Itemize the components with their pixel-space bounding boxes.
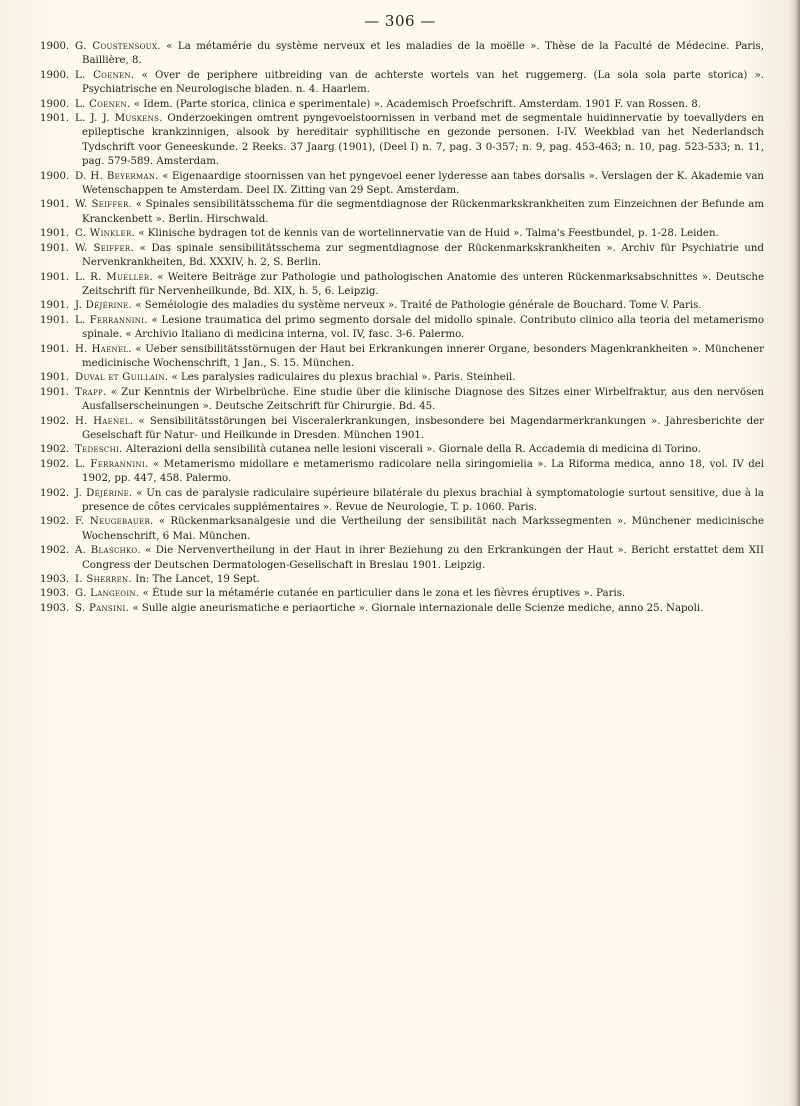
entry-year: 1901. (40, 386, 70, 398)
bibliography-entry (40, 458, 764, 487)
entry-text: « Étude sur la métamérie cutanée en particulier dans le zona et les fièvres éruptives ». Paris. (139, 588, 626, 600)
entry-year: 1903. (40, 574, 70, 586)
entry-author: W. Seiffer. (75, 199, 133, 211)
entry-year: 1900. (40, 69, 70, 81)
entry-year: 1900. (40, 170, 70, 182)
bibliography-entry (40, 587, 764, 601)
bibliography-entry (40, 98, 764, 112)
entry-text: « Die Nervenvertheilung in der Haut in ihrer Beziehung zu den Erkrankungen der Haut ». Bericht erstattet dem XII Congress der Deutschen Dermatologen-Gesellschaft in Breslau 1901. Leipzig. (82, 545, 764, 571)
entry-text: Onderzoekingen omtrent pyngevoelstoornissen in verband met de segmentale huidinnervatie by toevallyders en epileptische krankzinnigen, alsook by hereditair syphilitische en gezonde personen. I-IV. Weekblad van het Nederlandsch Tydschrift voor Geneeskunde. 2 Reeks. 37 Jaarg (1901), (Deel I) n. 7, pag. 3 0-357; n. 9, pag. 453-463; n. 10, pag. 523-533; n. 11, pag. 579-589. Amsterdam. (82, 113, 764, 168)
entry-year: 1902. (40, 487, 70, 499)
entry-text: « Zur Kenntnis der Wirbelbrüche. Eine studie über die klinische Diagnose des Sitzes einer Wirbelfraktur, aus den nervösen Ausfallserscheinungen ». Deutsche Zeitschrift für Chirurgie. Bd. 45. (82, 386, 764, 413)
entry-year: 1901. (40, 199, 70, 211)
bibliography-entry (40, 573, 764, 587)
entry-text: « Ueber sensibilitätsstörnugen der Haut bei Erkrankungen innerer Organe, besonders Magenkrankheiten ». Münchener medicinische Wochenschrift, 1 Jan., S. 15. München. (82, 343, 764, 369)
entry-year: 1901. (40, 228, 70, 240)
bibliography-entry (40, 515, 764, 544)
page-number: — 306 — (364, 12, 436, 30)
entry-author: Tedeschi. (75, 444, 123, 456)
entry-year: 1901. (40, 113, 70, 125)
entry-text: « Das spinale sensibilitätsschema zur segmentdiagnose der Rückenmarkskrankheiten ». Archiv für Psychiatrie und Nervenkrankheiten, Bd. XXXIV, h. 2, S. Berlin. (82, 242, 764, 269)
bibliography-entry (40, 314, 764, 343)
entry-author: Duval et Guillain. (75, 372, 169, 384)
bibliography-entry (40, 40, 764, 69)
entry-text: « Over de periphere uitbreiding van de achterste wortels van het ruggemerg. (La sola sola parte storica) ». Psychiatrische en Neurologische bladen. n. 4. Haarlem. (82, 69, 765, 96)
entry-text: « Seméiologie des maladies du système nerveux ». Traité de Pathologie générale de Bouchard. Tome V. Paris. (132, 300, 702, 312)
entry-author: J. Déjérine. (75, 487, 133, 499)
bibliography-entry (40, 544, 764, 573)
entry-year: 1901. (40, 372, 70, 384)
bibliography-entry (40, 602, 764, 616)
entry-year: 1902. (40, 415, 70, 427)
entry-author: F. Neugebauer. (75, 516, 154, 528)
entry-text: « Lesione traumatica del primo segmento dorsale del midollo spinale. Contributo clinico alla teoria del metamerismo spinale. « Archivio Italiano di medicina interna, vol. IV, fasc. 3-6. Palermo. (82, 314, 764, 341)
bibliography-entry (40, 386, 764, 415)
entry-author: L. R. Mueller. (75, 271, 153, 283)
entry-text: « La métamérie du système nerveux et les maladies de la moëlle ». Thèse de la Faculté de Médecine. Paris, Baillière, 8. (82, 41, 764, 67)
entry-year: 1901. (40, 314, 70, 326)
entry-year: 1903. (40, 588, 70, 600)
bibliography-entry (40, 198, 764, 227)
entry-year: 1900. (40, 41, 70, 52)
entry-author: H. Haenel. (75, 343, 132, 355)
entry-year: 1902. (40, 516, 70, 528)
bibliography-entry (40, 69, 764, 98)
entry-text: « Weitere Beiträge zur Pathologie und pathologischen Anatomie des unteren Rückenmarksabschnittes ». Deutsche Zeitschrift für Nervenheilkunde, Bd. XIX, h. 5, 6. Leipzig. (82, 271, 764, 297)
bibliography-entry (40, 271, 764, 300)
entry-text: Alterazioni della sensibilità cutanea nelle lesioni viscerali ». Giornale della R. Accademia di medicina di Torino. (122, 444, 701, 456)
entry-year: 1901. (40, 343, 70, 355)
entry-year: 1902. (40, 444, 70, 456)
bibliography-entry (40, 343, 764, 372)
entry-text: « Sensibilitätsstörungen bei Visceralerkrankungen, insbesondere bei Magendarmerkrankungen ». Jahresberichte der Geselschaft für Natur- und Heilkunde in Dresden. München 1901. (82, 415, 764, 441)
bibliography-entry (40, 242, 764, 271)
entry-text: « Sulle algie aneurismatiche e periaortiche ». Giornale internazionale delle Scienze mediche, anno 25. Napoli. (129, 602, 704, 614)
bibliography-entry (40, 112, 764, 170)
bibliography-entry (40, 170, 764, 199)
entry-author: L. Ferrannini. (75, 314, 148, 326)
entry-author: L. Coenen. (75, 69, 135, 81)
entry-author: L. J. J. Muskens. (75, 113, 163, 125)
bibliography-entry (40, 487, 764, 516)
entry-year: 1902. (40, 458, 70, 470)
bibliography-entry (40, 227, 764, 241)
entry-author: W. Seiffer. (75, 242, 135, 254)
entry-author: L. Ferrannini. (75, 458, 149, 470)
entry-text: « Un cas de paralysie radiculaire supérieure bilatérale du plexus brachial à symptomatologie surtout sensitive, due à la presence de côtes cervicales supplémentaires ». Revue de Neurologie, T. p. 1060. Paris. (82, 487, 764, 513)
entry-text: « Spinales sensibilitätsschema für die segmentdiagnose der Rückenmarkskrankheiten zum Einzeichnen der Befunde am Kranckenbett ». Berlin. Hirschwald. (82, 199, 764, 225)
entry-author: J. Déjérine. (75, 300, 133, 312)
entry-year: 1903. (40, 602, 70, 614)
entry-author: I. Sherren. (75, 574, 133, 586)
entry-year: 1901. (40, 271, 70, 283)
entry-text: « Les paralysies radiculaires du plexus brachial ». Paris. Steinheil. (168, 372, 516, 384)
entry-author: G. Coustensoux. (75, 41, 161, 52)
entry-year: 1901. (40, 300, 70, 312)
entry-text: « Eigenaardige stoornissen van het pyngevoel eener lyderesse aan tabes dorsalis ». Verslagen der K. Akademie van Wetenschappen te Amsterdam. Deel IX. Zitting van 29 Sept. Amsterdam. (82, 170, 764, 197)
bibliography-list (40, 40, 764, 616)
entry-author: G. Langeoin. (75, 588, 140, 600)
bibliography-entry (40, 299, 764, 313)
entry-text: « Rückenmarksanalgesie und die Vertheilung der sensibilität nach Markssegmenten ». Münchener medicinische Wochenschrift, 6 Mai. München. (82, 516, 764, 542)
entry-author: Trapp. (75, 386, 107, 398)
entry-author: C. Winkler. (75, 228, 136, 240)
entry-author: H. Haenel. (75, 415, 134, 427)
entry-year: 1900. (40, 98, 70, 110)
entry-author: S. Pansini. (75, 602, 130, 614)
entry-year: 1901. (40, 242, 70, 254)
entry-text: In: The Lancet, 19 Sept. (132, 574, 260, 586)
bibliography-entry (40, 371, 764, 385)
entry-text: « Klinische bydragen tot de kennis van de wortelinnervatie van de Huid ». Talma's Feestbundel, p. 1-28. Leiden. (135, 228, 719, 240)
page-edge-shadow (790, 0, 800, 1106)
bibliography-entry (40, 415, 764, 444)
entry-author: D. H. Beyerman. (75, 170, 159, 182)
bibliography-entry (40, 443, 764, 457)
entry-text: « Idem. (Parte storica, clinica e sperimentale) ». Academisch Proefschrift. Amsterdam. 1901 F. van Rossen. 8. (130, 98, 702, 110)
entry-year: 1902. (40, 545, 70, 557)
entry-author: L. Coenen. (75, 98, 131, 110)
entry-author: A. Blaschko. (75, 545, 141, 557)
entry-text: « Metamerismo midollare e metamerismo radicolare nella siringomielia ». La Riforma medica, anno 18, vol. IV del 1902, pp. 447, 458. Palermo. (82, 458, 764, 485)
